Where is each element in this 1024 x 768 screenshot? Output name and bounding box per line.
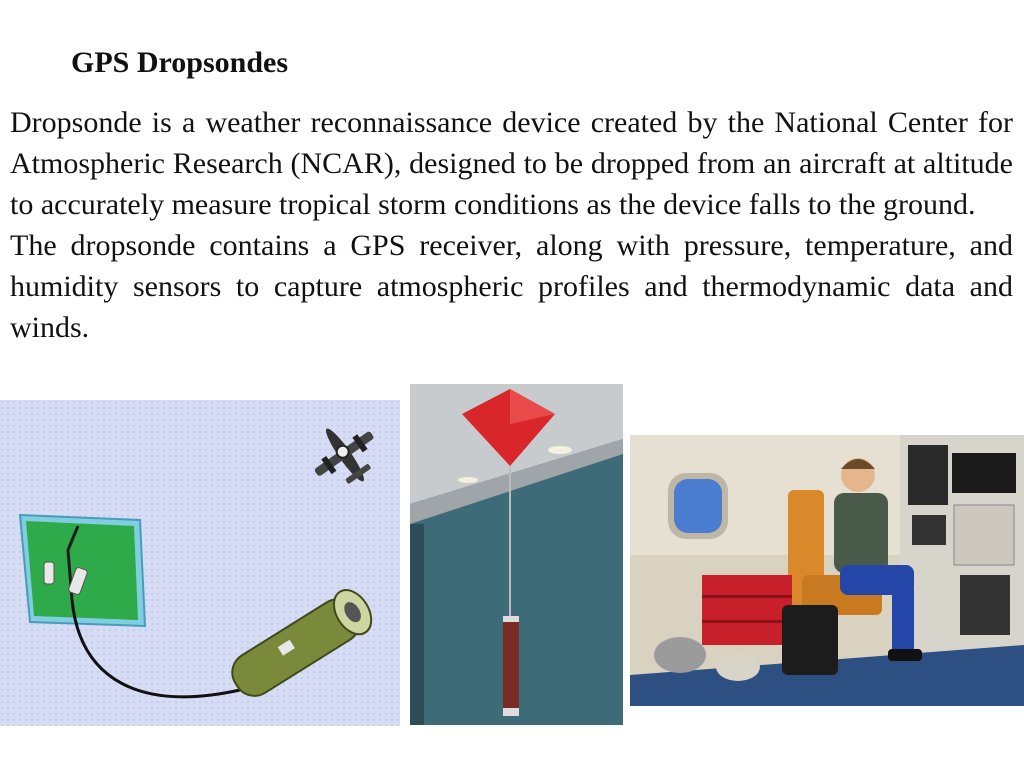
dropsonde-tube-icon (503, 616, 519, 716)
sensor-board-icon (20, 515, 145, 626)
parachute-photo (410, 384, 623, 725)
cabin-photo (630, 435, 1024, 706)
slide-title: GPS Dropsondes (71, 46, 289, 79)
dropsonde-diagram (0, 400, 400, 726)
paragraph-description: Dropsonde is a weather reconnaissance device created by the National Center for Atmospheric Research (NCAR), designed to be dropped from an aircraft at altitude to accurately measure tropical storm conditions as the device falls to the ground. (10, 106, 1013, 221)
paragraph-components: The dropsonde contains a GPS receiver, along with pressure, temperature, and humidity sensors to capture atmospheric profiles and thermodynamic data and winds. (10, 229, 1013, 344)
body-text (10, 102, 1013, 348)
